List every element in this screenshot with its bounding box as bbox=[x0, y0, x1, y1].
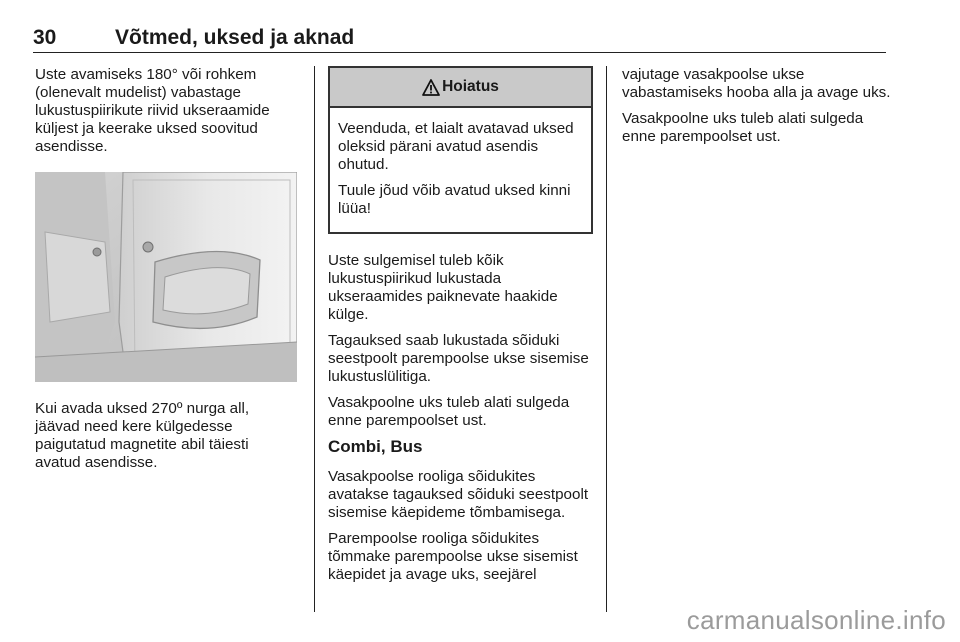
column-left bbox=[35, 66, 297, 480]
paragraph: Tuule jõud võib avatud uksed kinni lüüa! bbox=[338, 182, 571, 217]
column-middle bbox=[328, 66, 593, 592]
column-divider bbox=[606, 66, 607, 612]
paragraph: Tagauksed saab lukustada sõiduki seestpoolt parempoolse ukse sisemise lukustuslülitiga. bbox=[328, 332, 589, 385]
watermark-brand: carmanualsonline.info bbox=[686, 605, 946, 635]
paragraph: Vasakpoolne uks tuleb alati sulgeda enne parempoolset ust. bbox=[328, 394, 570, 429]
warning-body bbox=[330, 108, 591, 232]
paragraph: Parempoolse rooliga sõidukites tõmmake parempoolse ukse sisemist käepidet ja avage uks, seejärel bbox=[328, 530, 578, 583]
warning-title: Hoiatus bbox=[442, 78, 499, 95]
section-heading: Combi, Bus bbox=[328, 437, 423, 456]
chapter-title: Võtmed, uksed ja aknad bbox=[115, 26, 355, 49]
paragraph: vajutage vasakpoolse ukse vabastamiseks hooba alla ja avage uks. bbox=[622, 66, 891, 101]
column-divider bbox=[314, 66, 315, 612]
warning-box bbox=[328, 66, 593, 234]
paragraph: Uste sulgemisel tuleb kõik lukustuspiirikud lukustada ukseraamides paiknevate haakide külge. bbox=[328, 252, 558, 323]
warning-triangle-icon bbox=[422, 79, 440, 96]
paragraph: Uste avamiseks 180° või rohkem (olenevalt mudelist) vabastage lukustuspiirikute riivid ukseraamide küljest ja keerake uksed soovitud asendisse. bbox=[35, 66, 270, 155]
paragraph: Kui avada uksed 270º nurga all, jäävad need kere külgedesse paigutatud magnetite abil täiesti avatud asendisse. bbox=[35, 400, 250, 471]
paragraph: Vasakpoolne uks tuleb alati sulgeda enne parempoolset ust. bbox=[622, 110, 864, 145]
paragraph: Vasakpoolse rooliga sõidukites avatakse tagauksed sõiduki seestpoolt sisemise käepideme tõmbamisega. bbox=[328, 468, 589, 521]
column-right bbox=[622, 66, 892, 154]
paragraph: Veenduda, et laialt avatavad uksed oleksid pärani avatud asendis ohutud. bbox=[338, 120, 574, 173]
page-header bbox=[33, 22, 886, 53]
door-illustration bbox=[35, 172, 297, 382]
page-number: 30 bbox=[33, 26, 57, 49]
warning-header bbox=[330, 68, 591, 108]
